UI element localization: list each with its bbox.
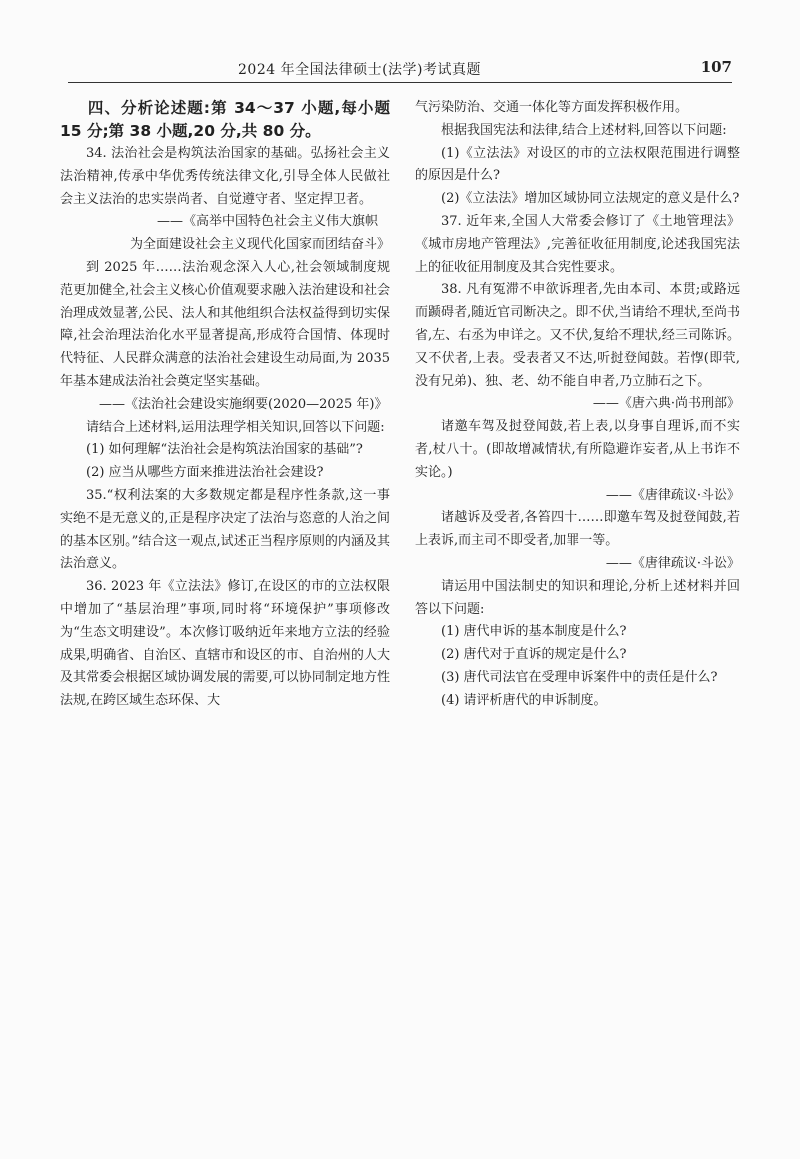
q35: 35.“权利法案的大多数规定都是程序性条款,这一事实绝不是无意义的,正是程序决定了法治与恣意的人治之间的基本区别。”结合这一观点,试述正当程序原则的内涵及其法治意义。	[60, 487, 390, 572]
q34-prompt: 请结合上述材料,运用法理学相关知识,回答以下问题:	[86, 419, 385, 435]
page-number: 107	[700, 58, 732, 76]
q38-prompt: 请运用中国法制史的知识和理论,分析上述材料并回答以下问题:	[415, 578, 740, 617]
q38-sub-2: (2) 唐代对于直诉的规定是什么?	[441, 647, 627, 663]
q38-source-3: ——《唐律疏议·斗讼》	[605, 555, 740, 571]
q34-source-line-1: ——《高举中国特色社会主义伟大旗帜	[156, 214, 378, 230]
q37: 37. 近年来,全国人大常委会修订了《土地管理法》《城市房地产管理法》,完善征收征用制度,论述我国宪法上的征收征用制度及其合宪性要求。	[415, 213, 740, 275]
header-divider	[68, 82, 732, 83]
q34-intro: 34. 法治社会是构筑法治国家的基础。弘扬社会主义法治精神,传承中华优秀传统法律文化,引导全体人民做社会主义法治的忠实崇尚者、自觉遵守者、坚定捍卫者。	[60, 146, 390, 207]
q38-sub-3: (3) 唐代司法官在受理申诉案件中的责任是什么?	[441, 669, 718, 685]
q36-sub-2: (2)《立法法》增加区域协同立法规定的意义是什么?	[441, 191, 740, 207]
right-column	[415, 97, 740, 713]
q34-body: 到 2025 年……法治观念深入人心,社会领域制度规范更加健全,社会主义核心价值观要求融入法治建设和社会治理成效显著,公民、法人和其他组织合法权益得到切实保障,社会治理法治化水平显著提高,形成符合国情、体现时代特征、人民群众满意的法治社会建设生动局面,为 2035 年基本建成法治社会奠定坚实基础。	[60, 259, 390, 389]
page-header	[68, 56, 732, 80]
header-title: 2024 年全国法律硕士(法学)考试真题	[238, 62, 482, 78]
q34-source-line-2: 为全面建设社会主义现代化国家而团结奋斗》	[129, 237, 390, 253]
q34-sub-2: (2) 应当从哪些方面来推进法治社会建设?	[86, 465, 324, 481]
q36-sub-1: (1)《立法法》对设区的市的立法权限范围进行调整的原因是什么?	[415, 145, 740, 184]
left-column	[60, 97, 390, 713]
q38-sub-4: (4) 请评析唐代的申诉制度。	[441, 692, 607, 708]
q38-quote-2: 诸邀车驾及挝登闻鼓,若上表,以身事自理诉,而不实者,杖八十。(即故增减情状,有所隐避诈妄者,从上书诈不实论。)	[415, 419, 740, 480]
q36-continuation: 气污染防治、交通一体化等方面发挥积极作用。	[415, 100, 689, 115]
section-title: 四、分析论述题:第 34～37 小题,每小题 15 分;第 38 小题,20 分,共 80 分。	[60, 99, 390, 140]
q36-prompt: 根据我国宪法和法律,结合上述材料,回答以下问题:	[441, 122, 727, 138]
q34-source-2: ——《法治社会建设实施纲要(2020—2025 年)》	[99, 396, 388, 412]
q36-body: 36. 2023 年《立法法》修订,在设区的市的立法权限中增加了“基层治理”事项,同时将“环境保护”事项修改为“生态文明建设”。本次修订吸纳近年来地方立法的经验成果,明确省、自治区、直辖市和设区的市、自治州的人大及其常委会根据区域协调发展的需要,可以协同制定地方性法规,在跨区域生态环保、大	[60, 579, 390, 709]
q38-sub-1: (1) 唐代申诉的基本制度是什么?	[441, 624, 627, 640]
q38-body: 38. 凡有冤滞不申欲诉理者,先由本司、本贯;或路远而踬碍者,随近官司断决之。即不伏,当请给不理状,至尚书省,左、右丞为申详之。又不伏,复给不理状,经三司陈诉。又不伏者,上表。受表者又不达,听挝登闻鼓。若惸(即茕,没有兄弟)、独、老、幼不能自申者,乃立肺石之下。	[415, 282, 740, 389]
q34-sub-1: (1) 如何理解“法治社会是构筑法治国家的基础”?	[86, 442, 363, 458]
q38-source-2: ——《唐律疏议·斗讼》	[605, 487, 740, 503]
q38-source-1: ——《唐六典·尚书刑部》	[592, 396, 740, 412]
q38-quote-3: 诸越诉及受者,各笞四十……即邀车驾及挝登闻鼓,若上表诉,而主司不即受者,加罪一等。	[415, 510, 740, 549]
